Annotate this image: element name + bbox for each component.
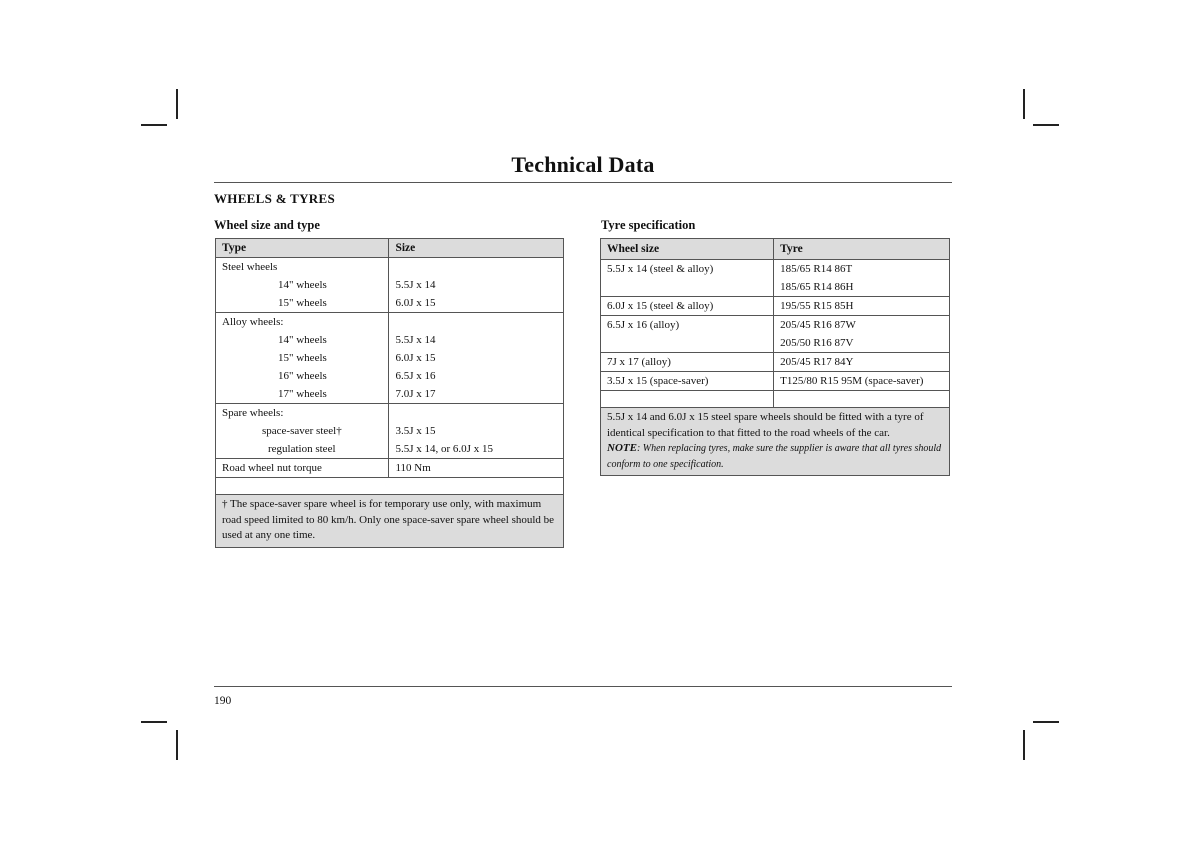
- alloy-wheels-sizes-cell: [389, 313, 564, 404]
- table-row: [216, 404, 564, 459]
- wheel-size: 5.5J x 14, or 6.0J x 15: [395, 443, 493, 455]
- wheel-type: regulation steel: [268, 443, 336, 455]
- crop-mark-bottom-right-vertical: [1023, 730, 1025, 760]
- wheel-size: 6.0J x 15: [395, 352, 436, 364]
- group-label: Alloy wheels:: [222, 316, 284, 328]
- crop-mark-top-right-vertical: [1023, 89, 1025, 119]
- table-row: [601, 372, 950, 391]
- spare-wheels-cell: [216, 404, 389, 459]
- wheel-size: 7.0J x 17: [395, 388, 436, 400]
- table-row: [601, 260, 950, 297]
- table-row: [601, 316, 950, 353]
- crop-mark-bottom-left-horizontal: [141, 721, 167, 723]
- spare-wheels-sizes-cell: [389, 404, 564, 459]
- note-label: NOTE: [607, 442, 637, 454]
- wheel-size: 5.5J x 14: [395, 334, 436, 346]
- tyre-cell: [774, 372, 950, 391]
- space-saver-footnote: † The space-saver spare wheel is for temporary use only, with maximum road speed limited to 80 km/h. Only one space-saver spare wheel should be used at any one time.: [216, 495, 564, 548]
- wheel-table-header-row: [216, 239, 564, 258]
- footnote-row: [216, 495, 564, 548]
- wheel-size: 6.5J x 16: [395, 370, 436, 382]
- wheel-type: 17" wheels: [278, 388, 327, 400]
- group-label: Spare wheels:: [222, 407, 284, 419]
- wheel-size-cell: 6.5J x 16 (alloy): [601, 316, 774, 353]
- note-italic-text: : When replacing tyres, make sure the supplier is aware that all tyres should conform to one specification.: [607, 443, 942, 470]
- section-heading: WHEELS & TYRES: [214, 191, 335, 206]
- note-row: [601, 408, 950, 476]
- tyre-cell: [774, 260, 950, 297]
- steel-wheels-cell: [216, 258, 389, 313]
- wheel-size: 6.0J x 15: [395, 297, 436, 309]
- crop-mark-top-right-horizontal: [1033, 124, 1059, 126]
- tyre-cell: [774, 316, 950, 353]
- column-header-size: Size: [389, 239, 564, 258]
- tyre-spec: 185/65 R14 86H: [780, 281, 854, 293]
- table-row: [216, 258, 564, 313]
- crop-mark-bottom-left-vertical: [176, 730, 178, 760]
- tyre-note-text: 5.5J x 14 and 6.0J x 15 steel spare wheels should be fitted with a tyre of identical specification to that fitted to the road wheels of the car.: [607, 411, 924, 439]
- title-rule: [214, 182, 952, 183]
- crop-mark-top-left-vertical: [176, 89, 178, 119]
- wheel-size-table: [215, 238, 564, 548]
- wheel-table-heading: Wheel size and type: [214, 218, 320, 232]
- page-number: 190: [214, 695, 232, 707]
- wheel-size-cell: 6.0J x 15 (steel & alloy): [601, 297, 774, 316]
- table-row: [601, 353, 950, 372]
- wheel-type: space-saver steel†: [262, 425, 342, 437]
- wheel-size-cell: 5.5J x 14 (steel & alloy): [601, 260, 774, 297]
- wheel-type: 15" wheels: [278, 297, 327, 309]
- tyre-spec: T125/80 R15 95M (space-saver): [780, 375, 924, 387]
- tyre-spec: 195/55 R15 85H: [780, 300, 854, 312]
- wheel-type: 16" wheels: [278, 370, 327, 382]
- column-header-tyre: Tyre: [774, 239, 950, 260]
- crop-mark-bottom-right-horizontal: [1033, 721, 1059, 723]
- wheel-size: 5.5J x 14: [395, 279, 436, 291]
- wheel-size-cell: 7J x 17 (alloy): [601, 353, 774, 372]
- tyre-note: [601, 408, 950, 476]
- wheel-size: 3.5J x 15: [395, 425, 436, 437]
- table-row: [216, 313, 564, 404]
- footer-rule: [214, 686, 952, 687]
- tyre-spec: 205/50 R16 87V: [780, 337, 854, 349]
- tyre-table-header-row: [601, 239, 950, 260]
- table-row: [601, 297, 950, 316]
- wheel-type: 14" wheels: [278, 279, 327, 291]
- column-header-wheel-size: Wheel size: [601, 239, 774, 260]
- tyre-spec: 205/45 R16 87W: [780, 319, 856, 331]
- tyre-cell: [774, 297, 950, 316]
- tyre-table-heading: Tyre specification: [601, 218, 696, 232]
- wheel-type: 15" wheels: [278, 352, 327, 364]
- empty-row: [601, 391, 950, 408]
- wheel-size-cell: 3.5J x 15 (space-saver): [601, 372, 774, 391]
- torque-label: Road wheel nut torque: [216, 459, 389, 478]
- tyre-spec: 185/65 R14 86T: [780, 263, 853, 275]
- group-label: Steel wheels: [222, 261, 278, 273]
- tyre-spec-table: [600, 238, 950, 476]
- column-header-type: Type: [216, 239, 389, 258]
- wheel-type: 14" wheels: [278, 334, 327, 346]
- table-row: [216, 459, 564, 478]
- page-title: Technical Data: [511, 152, 655, 177]
- steel-wheels-sizes-cell: [389, 258, 564, 313]
- alloy-wheels-cell: [216, 313, 389, 404]
- crop-mark-top-left-horizontal: [141, 124, 167, 126]
- empty-row: [216, 478, 564, 495]
- torque-value: 110 Nm: [389, 459, 564, 478]
- tyre-cell: [774, 353, 950, 372]
- tyre-spec: 205/45 R17 84Y: [780, 356, 854, 368]
